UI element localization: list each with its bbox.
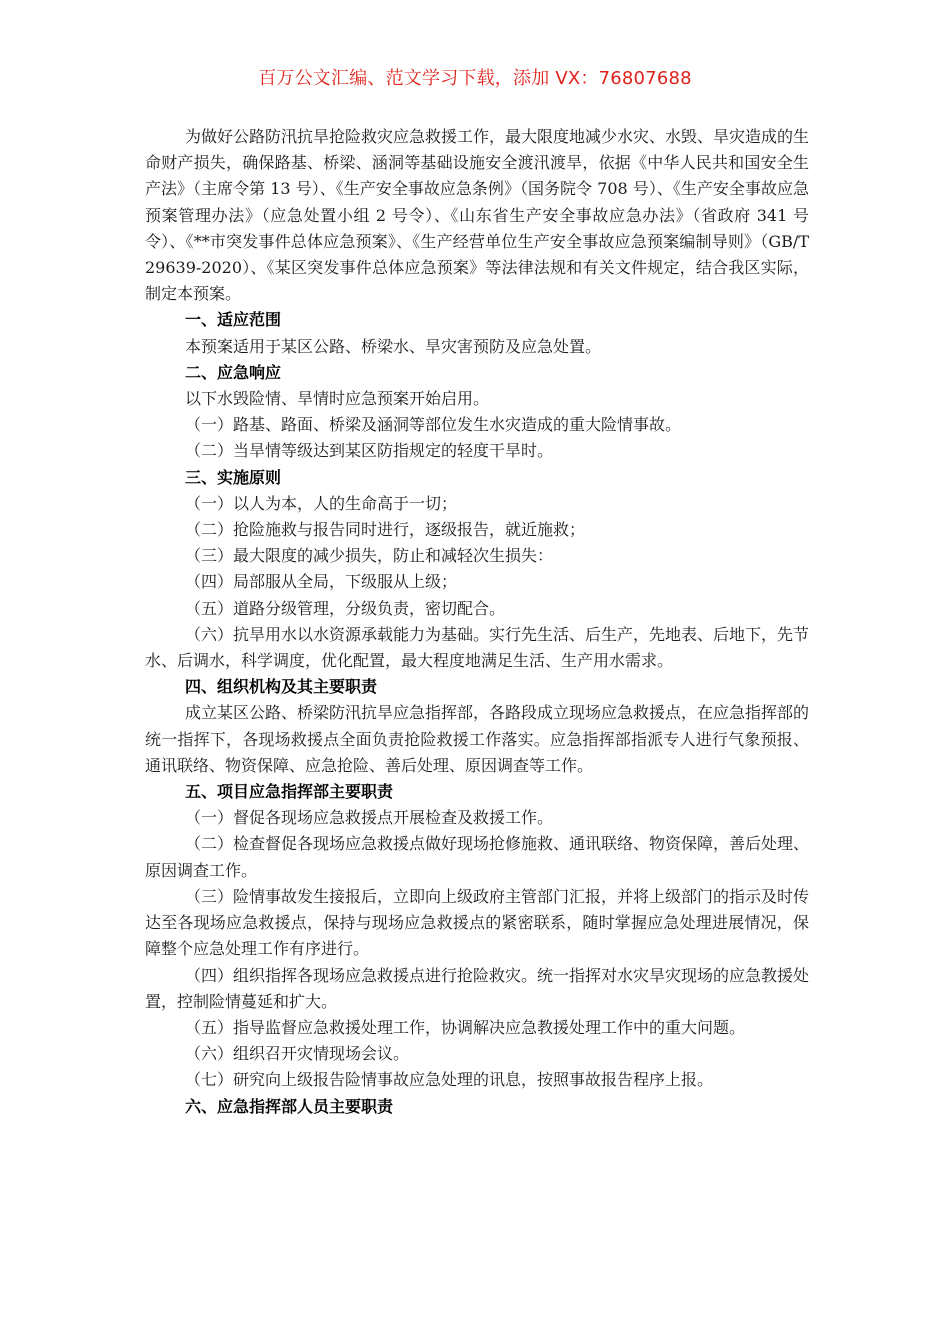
document-body bbox=[145, 124, 809, 1120]
list-item: （六）组织召开灾情现场会议。 bbox=[185, 1044, 410, 1064]
list-item: （四）局部服从全局，下级服从上级； bbox=[185, 572, 458, 592]
body-paragraph: 本预案适用于某区公路、桥梁水、旱灾害预防及应急处置。 bbox=[185, 336, 602, 356]
intro-paragraph: 为做好公路防汛抗旱抢险救灾应急救援工作，最大限度地减少水灾、水毁、旱灾造成的生命财产损失，确保路基、桥梁、涵洞等基础设施安全渡汛渡旱，依据《中华人民共和国安全生产法》（主席令第 13 号）、《生产安全事故应急条例》（国务院令 708 号）、《生产安全事故应急预案管理办法》（应急处置小组 2 号令）、《山东省生产安全事故应急办法》（省政府 341 号令）、《**市突发事件总体应急预案》、《生产经营单位生产安全事故应急预案编制导则》（GB/T29639-2020）、《某区突发事件总体应急预案》等法律法规和有关文件规定，结合我区实际，制定本预案。 bbox=[145, 127, 810, 304]
section-heading-command-duties: 五、项目应急指挥部主要职责 bbox=[185, 782, 394, 802]
body-paragraph: 以下水毁险情、旱情时应急预案开始启用。 bbox=[185, 389, 490, 409]
section-heading-response: 二、应急响应 bbox=[185, 362, 282, 382]
list-item: （二）当旱情等级达到某区防指规定的轻度干旱时。 bbox=[185, 441, 554, 461]
list-item: （二）检查督促各现场应急救援点做好现场抢修施救、通讯联络、物资保障，善后处理、原因调查工作。 bbox=[145, 834, 810, 880]
section-heading-scope: 一、适应范围 bbox=[185, 310, 282, 330]
list-item: （五）指导监督应急救援处理工作，协调解决应急教援处理工作中的重大问题。 bbox=[185, 1017, 746, 1037]
list-item: （四）组织指挥各现场应急救援点进行抢险救灾。统一指挥对水灾旱灾现场的应急教援处置，控制险情蔓延和扩大。 bbox=[145, 965, 810, 1011]
list-item: （一）以人为本，人的生命高于一切； bbox=[185, 493, 458, 513]
list-item: （三）最大限度的减少损失，防止和减轻次生损失： bbox=[185, 546, 554, 566]
list-item: （七）研究向上级报告险情事故应急处理的讯息，按照事故报告程序上报。 bbox=[185, 1070, 714, 1090]
section-heading-organization: 四、组织机构及其主要职责 bbox=[185, 677, 378, 697]
download-banner: 百万公文汇编、范文学习下载，添加 VX：76807688 bbox=[258, 68, 692, 89]
body-paragraph: 成立某区公路、桥梁防汛抗旱应急指挥部，各路段成立现场应急救援点，在应急指挥部的统一指挥下，各现场救援点全面负责抢险救援工作落实。应急指挥部指派专人进行气象预报、通讯联络、物资保障、应急抢险、善后处理、原因调查等工作。 bbox=[145, 703, 810, 775]
list-item: （一）督促各现场应急救援点开展检查及救援工作。 bbox=[185, 808, 554, 828]
list-item: （二）抢险施救与报告同时进行，逐级报告，就近施救； bbox=[185, 520, 586, 540]
section-heading-principles: 三、实施原则 bbox=[185, 467, 282, 487]
list-item: （六）抗旱用水以水资源承载能力为基础。实行先生活、后生产，先地表、后地下，先节水、后调水，科学调度，优化配置，最大程度地满足生活、生产用水需求。 bbox=[145, 624, 810, 671]
section-heading-personnel-duties: 六、应急指挥部人员主要职责 bbox=[185, 1096, 394, 1116]
list-item: （一）路基、路面、桥梁及涵洞等部位发生水灾造成的重大险情事故。 bbox=[185, 415, 682, 435]
list-item: （五）道路分级管理，分级负责，密切配合。 bbox=[185, 598, 506, 618]
list-item: （三）险情事故发生接报后，立即向上级政府主管部门汇报，并将上级部门的指示及时传达至各现场应急救援点，保持与现场应急救援点的紧密联系，随时掌握应急处理进展情况，保障整个应急处理工作有序进行。 bbox=[145, 886, 810, 959]
